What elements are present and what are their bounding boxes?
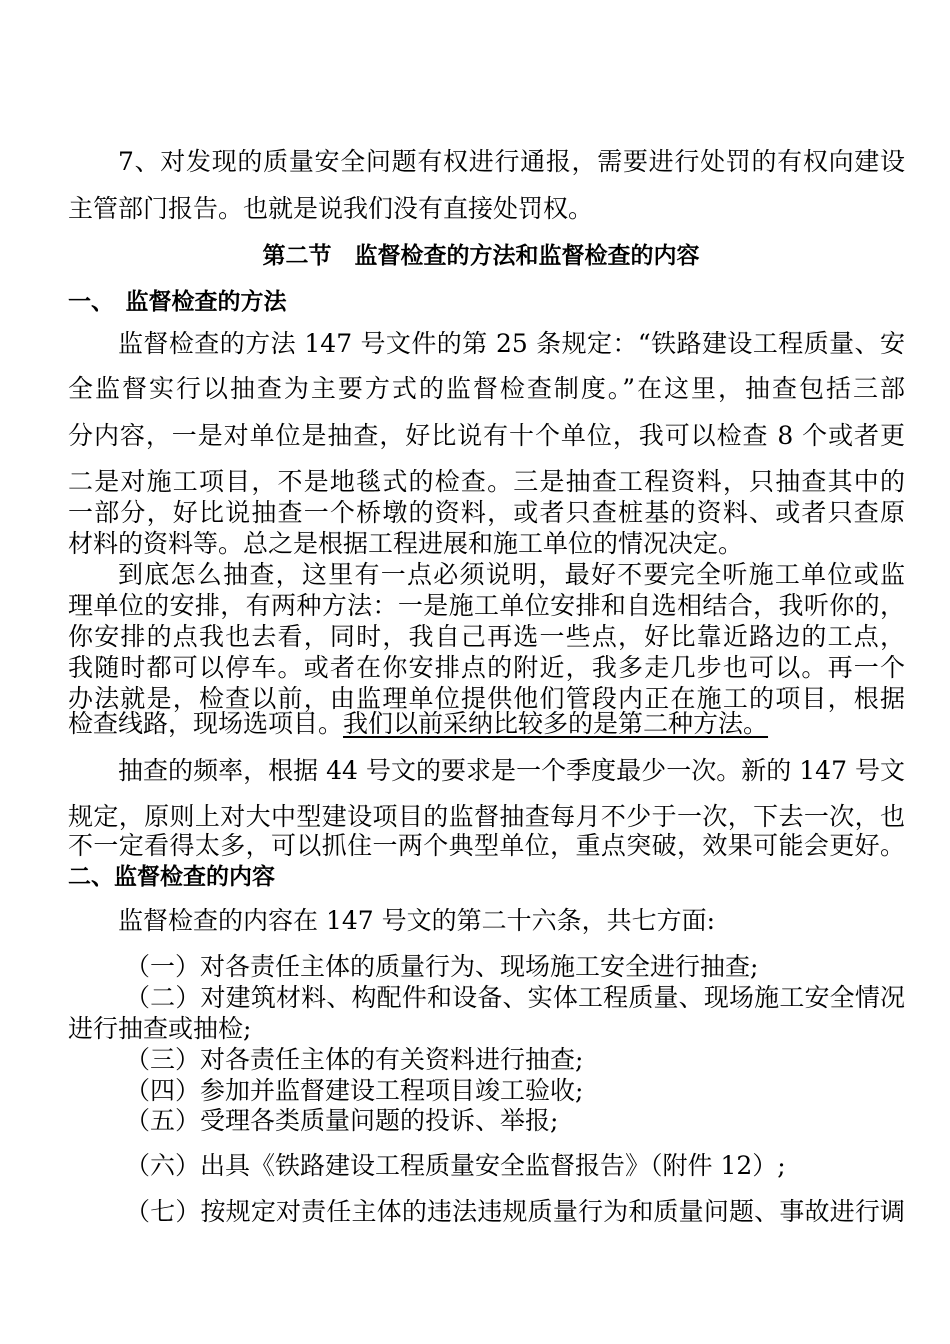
paragraph-line: 你安排的点我也去看，同时，我自己再选一些点，好比靠近路边的工点， [68, 622, 905, 651]
paragraph-line: 材料的资料等。总之是根据工程进展和施工单位的情况决定。 [68, 529, 744, 558]
list-item: （一）对各责任主体的质量行为、现场施工安全进行抽查; [125, 952, 759, 981]
paragraph-line: 一部分，好比说抽查一个桥墩的资料，或者只查桩基的资料、或者只查原 [68, 498, 905, 527]
paragraph-line: 全监督实行以抽查为主要方式的监督检查制度。”在这里，抽查包括三部 [68, 374, 905, 403]
paragraph-line: 理单位的安排，有两种方法：一是施工单位安排和自选相结合，我听你的， [68, 591, 905, 620]
paragraph-line: 分内容，一是对单位是抽查，好比说有十个单位，我可以检查 8 个或者更 [68, 421, 905, 450]
paragraph-line: 办法就是，检查以前，由监理单位提供他们管段内正在施工的项目，根据 [68, 684, 905, 713]
list-item: （四）参加并监督建设工程项目竣工验收; [125, 1076, 584, 1105]
paragraph-line [68, 708, 950, 740]
paragraph-line: 二是对施工项目，不是地毯式的检查。三是抽查工程资料，只抽查其中的 [68, 467, 905, 496]
list-item: （五）受理各类质量问题的投诉、举报; [125, 1106, 559, 1135]
paragraph-line: 主管部门报告。也就是说我们没有直接处罚权。 [68, 194, 594, 223]
paragraph-text: 检查线路，现场选项目。 [68, 709, 344, 738]
section-title: 第二节 监督检查的方法和监督检查的内容 [262, 243, 700, 269]
paragraph-line: 规定，原则上对大中型建设项目的监督抽查每月不少于一次，下去一次，也 [68, 802, 905, 831]
paragraph-line: 我随时都可以停车。或者在你安排点的附近，我多走几步也可以。再一个 [68, 653, 905, 682]
list-item: （六）出具《铁路建设工程质量安全监督报告》（附件 12）; [125, 1151, 786, 1180]
paragraph-line: 监督检查的内容在 147 号文的第二十六条，共七方面: [118, 906, 716, 935]
paragraph-line: 7、对发现的质量安全问题有权进行通报，需要进行处罚的有权向建设 [118, 147, 905, 176]
underlined-text: 我们以前采纳比较多的是第二种方法。 [343, 709, 769, 738]
paragraph-line: 监督检查的方法 147 号文件的第 25 条规定：“铁路建设工程质量、安 [118, 329, 905, 358]
paragraph-line: 抽查的频率，根据 44 号文的要求是一个季度最少一次。新的 147 号文 [118, 756, 905, 785]
list-item: （七）按规定对责任主体的违法违规质量行为和质量问题、事故进行调 [125, 1197, 905, 1226]
list-item: （二）对建筑材料、构配件和设备、实体工程质量、现场施工安全情况 [125, 983, 905, 1012]
list-item-continuation: 进行抽查或抽检; [68, 1014, 252, 1043]
paragraph-line: 不一定看得太多，可以抓住一两个典型单位，重点突破，效果可能会更好。 [68, 831, 905, 860]
heading-contents: 二、监督检查的内容 [68, 864, 275, 890]
list-item: （三）对各责任主体的有关资料进行抽查; [125, 1045, 584, 1074]
paragraph-line: 到底怎么抽查，这里有一点必须说明，最好不要完全听施工单位或监 [118, 560, 905, 589]
heading-methods: 一、 监督检查的方法 [68, 289, 287, 315]
